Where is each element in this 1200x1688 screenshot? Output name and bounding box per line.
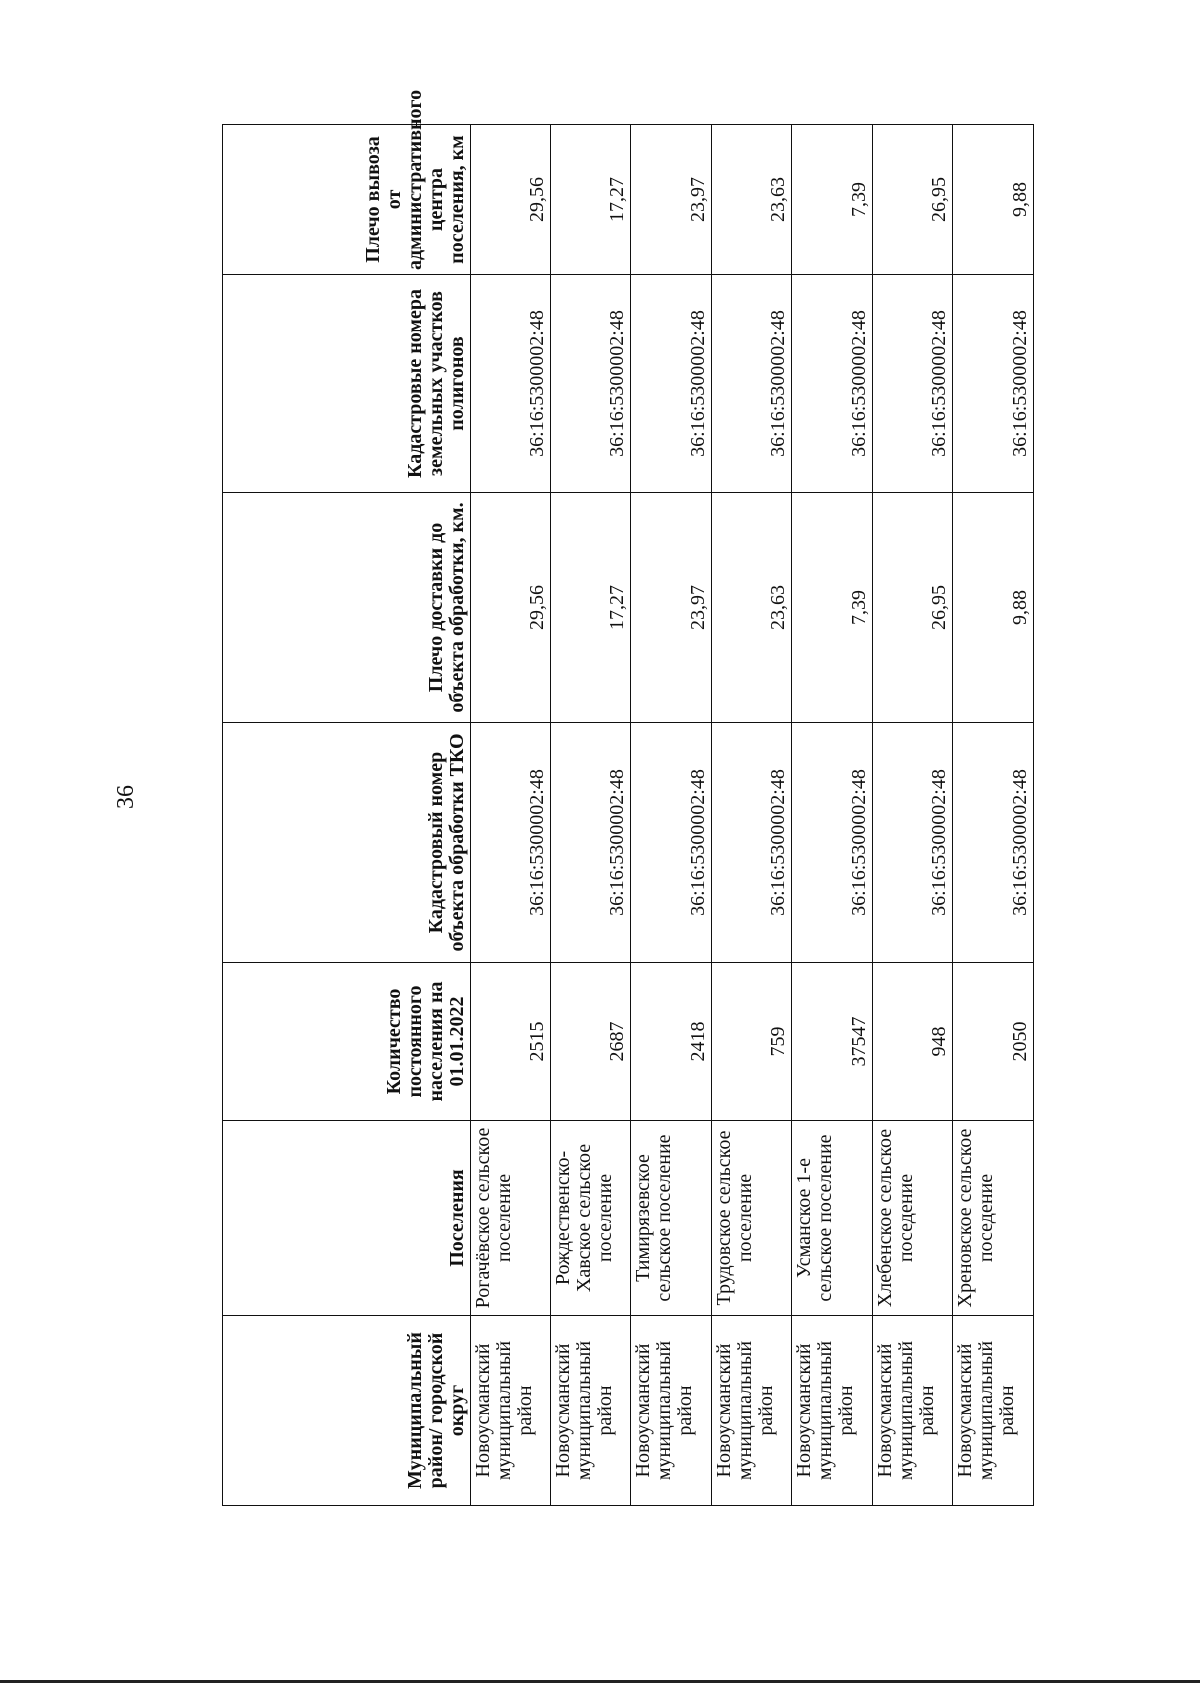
cell-district: Новоусманский муниципальный район [631, 1316, 711, 1506]
cell-cadastral-object: 36:16:5300002:48 [953, 723, 1034, 963]
cell-cadastral-object: 36:16:5300002:48 [551, 723, 631, 963]
cell-delivery-km: 17,27 [551, 493, 631, 723]
cell-population: 2687 [551, 963, 631, 1121]
cell-settlement: Рогачёвское сельское поселение [470, 1121, 550, 1316]
cell-settlement: Трудовское сельское поселение [711, 1121, 791, 1316]
table-row [792, 125, 872, 1506]
cell-settlement: Хлебенское сельское поседение [872, 1121, 952, 1316]
cell-removal-km: 29,56 [470, 125, 550, 275]
cell-settlement: Усманское 1-е сельское поселение [792, 1121, 872, 1316]
cell-cadastral-polygons: 36:16:5300002:48 [470, 275, 550, 493]
cell-delivery-km: 7,39 [792, 493, 872, 723]
header-settlement: Поселения [223, 1121, 471, 1316]
cell-cadastral-polygons: 36:16:5300002:48 [872, 275, 952, 493]
cell-settlement: Рождественско-Хавское сельское поселение [551, 1121, 631, 1316]
cell-cadastral-polygons: 36:16:5300002:48 [792, 275, 872, 493]
cell-cadastral-object: 36:16:5300002:48 [792, 723, 872, 963]
header-cadastral-polygons: Кадастровые номера земельных участков полигонов [223, 275, 471, 493]
cell-delivery-km: 26,95 [872, 493, 952, 723]
table-header-row [223, 125, 471, 1506]
cell-cadastral-object: 36:16:5300002:48 [470, 723, 550, 963]
cell-removal-km: 9,88 [953, 125, 1034, 275]
cell-removal-km: 23,97 [631, 125, 711, 275]
cell-settlement: Хреновское сельское поседение [953, 1121, 1034, 1316]
cell-population: 2515 [470, 963, 550, 1121]
header-population: Количество постоянного населения на 01.01.2022 [223, 963, 471, 1121]
cell-cadastral-polygons: 36:16:5300002:48 [551, 275, 631, 493]
table-row [551, 125, 631, 1506]
table-row [872, 125, 952, 1506]
cell-cadastral-polygons: 36:16:5300002:48 [631, 275, 711, 493]
header-district: Муниципальный район/ городской округ [223, 1316, 471, 1506]
cell-removal-km: 26,95 [872, 125, 952, 275]
cell-cadastral-object: 36:16:5300002:48 [631, 723, 711, 963]
cell-population: 2050 [953, 963, 1034, 1121]
table-row [470, 125, 550, 1506]
cell-population: 37547 [792, 963, 872, 1121]
cell-cadastral-polygons: 36:16:5300002:48 [711, 275, 791, 493]
table-row [711, 125, 791, 1506]
cell-population: 948 [872, 963, 952, 1121]
cell-removal-km: 7,39 [792, 125, 872, 275]
rotated-table-container [222, 89, 1034, 1506]
cell-cadastral-object: 36:16:5300002:48 [711, 723, 791, 963]
table-row [953, 125, 1034, 1506]
cell-district: Новоусманский муниципальный район [551, 1316, 631, 1506]
cell-district: Новоусманский муниципальный район [792, 1316, 872, 1506]
cell-removal-km: 17,27 [551, 125, 631, 275]
header-delivery-km: Плечо доставки до объекта обработки, км. [223, 493, 471, 723]
table-row [631, 125, 711, 1506]
cell-cadastral-polygons: 36:16:5300002:48 [953, 275, 1034, 493]
header-cadastral-object: Кадастровый номер объекта обработки ТКО [223, 723, 471, 963]
cell-district: Новоусманский муниципальный район [953, 1316, 1034, 1506]
cell-population: 2418 [631, 963, 711, 1121]
cell-delivery-km: 23,63 [711, 493, 791, 723]
cell-cadastral-object: 36:16:5300002:48 [872, 723, 952, 963]
cell-population: 759 [711, 963, 791, 1121]
cell-delivery-km: 29,56 [470, 493, 550, 723]
cell-district: Новоусманский муниципальный район [872, 1316, 952, 1506]
cell-delivery-km: 9,88 [953, 493, 1034, 723]
settlements-table [222, 89, 1034, 1506]
header-removal-km: Плечо вывоза от административного центра поселения, км [223, 125, 471, 275]
cell-delivery-km: 23,97 [631, 493, 711, 723]
cell-settlement: Тимирязевское сельское поселение [631, 1121, 711, 1316]
cell-district: Новоусманский муниципальный район [711, 1316, 791, 1506]
cell-removal-km: 23,63 [711, 125, 791, 275]
scan-bottom-edge [0, 1680, 1200, 1683]
cell-district: Новоусманский муниципальный район [470, 1316, 550, 1506]
page-number: 36 [113, 785, 139, 809]
